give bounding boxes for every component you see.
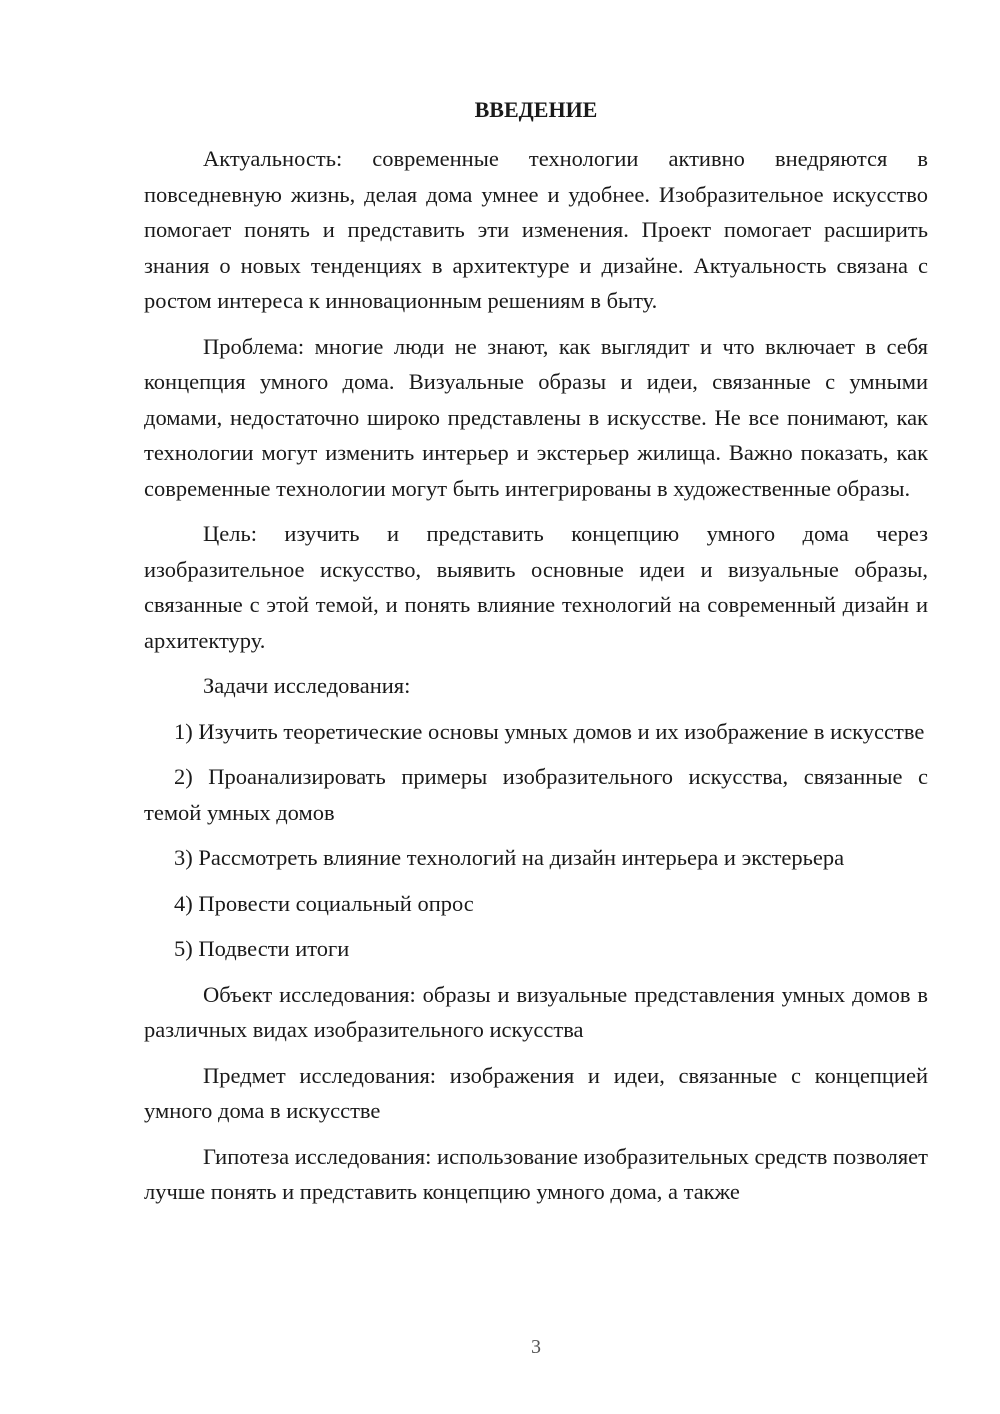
task-item: 3) Рассмотреть влияние технологий на дизайн интерьера и экстерьера	[174, 845, 845, 870]
section-heading: ВВЕДЕНИЕ	[474, 97, 598, 122]
task-item: 5) Подвести итоги	[174, 936, 350, 961]
goal-paragraph: Цель: изучить и представить концепцию умного дома через изобразительное искусство, выявить основные идеи и визуальные образы, связанные с этой темой, и понять влияние технологий на современный дизайн и архитектуру.	[144, 521, 928, 653]
task-item: 1) Изучить теоретические основы умных домов и их изображение в искусстве	[174, 718, 925, 744]
relevance-paragraph: Актуальность: современные технологии активно внедряются в повседневную жизнь, делая дома умнее и удобнее. Изобразительное искусство помогает понять и представить эти изменения. Проект помогает расширить знания о новых тенденциях в архитектуре и дизайне. Актуальность связана с ростом интереса к инновационным решениям в быту.	[144, 146, 928, 313]
subject-paragraph: Предмет исследования: изображения и идеи, связанные с концепцией умного дома в искусстве	[144, 1062, 928, 1123]
body-text	[144, 141, 928, 1220]
task-item: 2) Проанализировать примеры изобразительного искусства, связанные с темой умных домов	[144, 764, 928, 825]
problem-paragraph: Проблема: многие люди не знают, как выглядит и что включает в себя концепция умного дома. Визуальные образы и идеи, связанные с умными домами, недостаточно широко представлены в искусстве. Не все понимают, как технологии могут изменить интерьер и экстерьер жилища. Важно показать, как современные технологии могут быть интегрированы в художественные образы.	[144, 333, 928, 501]
object-paragraph: Объект исследования: образы и визуальные представления умных домов в различных видах изобразительного искусства	[144, 981, 928, 1042]
tasks-heading: Задачи исследования:	[203, 673, 411, 698]
hypothesis-paragraph: Гипотеза исследования: использование изобразительных средств позволяет лучше понять и представить концепцию умного дома, а также	[144, 1143, 928, 1204]
task-item: 4) Провести социальный опрос	[174, 890, 474, 916]
page-number: 3	[531, 1336, 541, 1358]
